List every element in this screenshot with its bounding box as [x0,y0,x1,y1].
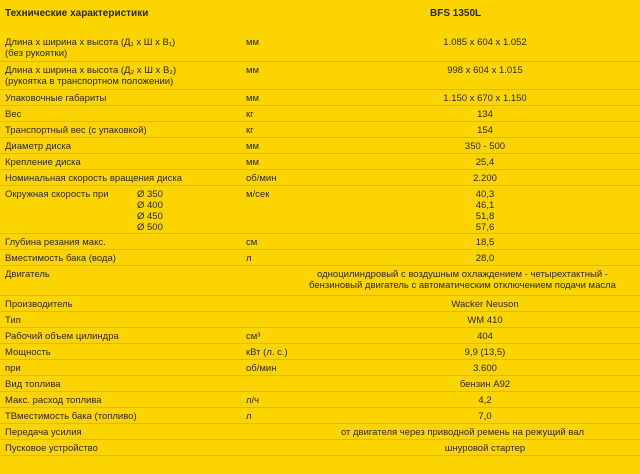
spec-name: Диаметр диска [5,141,72,152]
spec-name: при [5,363,21,374]
spec-unit: мм [246,37,260,48]
spec-unit: кг [246,109,254,120]
model-name: BFS 1350L [430,8,482,19]
spec-row [0,234,640,250]
spec-value: 350 - 500 [464,141,506,152]
spec-value: шнуровой стартер [444,443,526,454]
spec-row [0,62,640,90]
spec-value: 1.150 x 670 x 1.150 [443,93,527,104]
spec-row [0,170,640,186]
spec-row [0,34,640,62]
spec-name: Вид топлива [5,379,61,390]
spec-row [0,376,640,392]
spec-unit: об/мин [246,173,277,184]
spec-name: Глубина резания макс. [5,237,106,248]
spec-value: 404 [477,331,493,342]
spec-row [0,328,640,344]
spec-name: Длина x ширина x высота (Д₁ x Ш x В₁) (без рукоятки) [5,37,176,59]
spec-row [0,122,640,138]
spec-name: Крепление диска [5,157,81,168]
spec-name: Рабочий объем цилиндра [5,331,119,342]
spec-row [0,186,640,234]
spec-value: 18,5 [475,237,495,248]
spec-value: 4,2 [478,395,492,406]
spec-row [0,154,640,170]
spec-value: WM 410 [467,315,503,326]
spec-name: Мощность [5,347,51,358]
spec-unit: мм [246,157,260,168]
spec-header [0,0,640,30]
spec-name: Производитель [5,299,73,310]
spec-value: 154 [477,125,493,136]
spec-name: Номинальная скорость вращения диска [5,173,183,184]
spec-value: 134 [477,109,493,120]
spec-unit: см [246,237,258,248]
spec-row [0,440,640,456]
spec-name: ТВместимость бака (топливо) [5,411,137,422]
spec-table [0,34,640,456]
spec-row [0,296,640,312]
spec-value: бензин A92 [459,379,511,390]
spec-row [0,250,640,266]
spec-row [0,138,640,154]
spec-value: 40,3 46,1 51,8 57,6 [475,189,495,233]
spec-name: Двигатель [5,269,50,280]
spec-row [0,90,640,106]
spec-unit: л/ч [246,395,260,406]
spec-name: Окружная скорость при [5,189,109,200]
spec-row [0,360,640,376]
spec-value: 25,4 [475,157,495,168]
spec-row [0,312,640,328]
spec-value: 28,0 [475,253,495,264]
spec-name: Тип [5,315,21,326]
spec-unit: л [246,253,252,264]
spec-value: от двигателя через приводной ремень на режущий вал [340,427,585,438]
spec-unit: об/мин [246,363,277,374]
spec-value: 7,0 [478,411,492,422]
spec-name: Транспортный вес (с упаковкой) [5,125,147,136]
spec-value: 1.085 x 604 x 1.052 [443,37,527,48]
spec-value: 3.600 [473,363,497,374]
spec-name: Вместимость бака (вода) [5,253,116,264]
spec-unit: мм [246,141,260,152]
spec-value: 9,9 (13,5) [464,347,506,358]
spec-value: 2.200 [473,173,497,184]
spec-value: Wacker Neuson [451,299,519,310]
spec-name: Вес [5,109,22,120]
spec-unit: мм [246,93,260,104]
spec-row [0,424,640,440]
spec-row [0,106,640,122]
spec-name: Длина x ширина x высота (Д₂ x Ш x В₂) (рукоятка в транспортном положении) [5,65,177,87]
spec-unit: м/сек [246,189,270,200]
spec-name: Передача усилия [5,427,82,438]
spec-name: Пусковое устройство [5,443,98,454]
spec-row [0,408,640,424]
spec-unit: мм [246,65,260,76]
spec-unit: кВт (л. с.) [246,347,288,358]
spec-row [0,266,640,296]
spec-name: Упаковочные габариты [5,93,107,104]
spec-value: 998 x 604 x 1.015 [447,65,523,76]
spec-row [0,344,640,360]
spec-unit: л [246,411,252,422]
spec-value: одноцилиндровый с воздушным охлаждением - четырехтактный - бензиновый двигатель с автоматическим отключением подачи масла [309,269,616,291]
spec-title: Технические характеристики [5,8,149,19]
spec-row [0,392,640,408]
spec-unit: кг [246,125,254,136]
spec-sub: Ø 350 Ø 400 Ø 450 Ø 500 [137,189,163,233]
spec-name: Макс. расход топлива [5,395,102,406]
spec-unit: см³ [246,331,261,342]
